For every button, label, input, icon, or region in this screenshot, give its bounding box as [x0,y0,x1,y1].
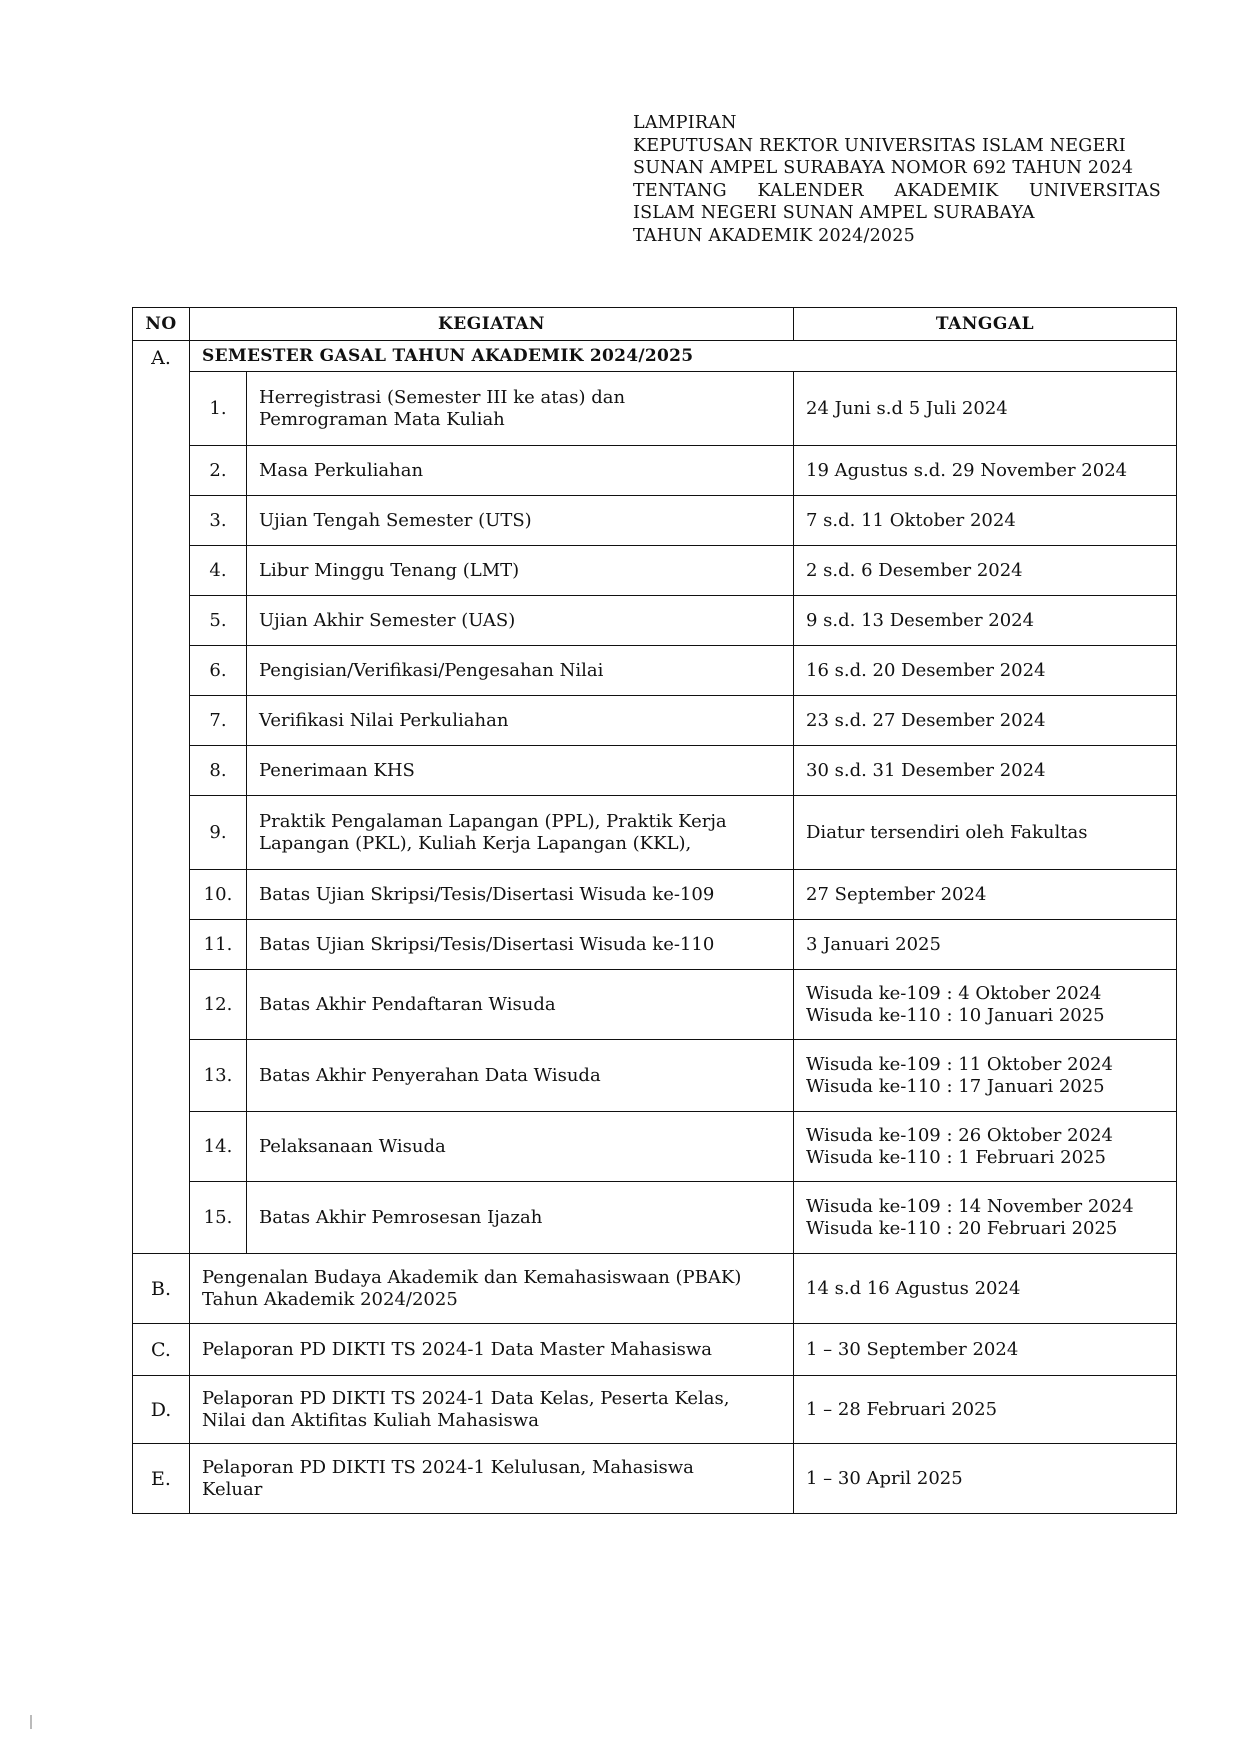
tanggal-line: 19 Agustus s.d. 29 November 2024 [806,459,1128,481]
section-tanggal: 1 – 30 April 2025 [794,1444,1177,1514]
kegiatan-line: Pengisian/Verifikasi/Pengesahan Nilai [259,659,604,681]
table-row [133,696,1177,746]
item-tanggal [794,596,1177,646]
kegiatan-line: Ujian Akhir Semester (UAS) [259,609,516,631]
table-row [133,1112,1177,1182]
section-letter: B. [133,1254,190,1324]
tanggal-line: Wisuda ke-110 : 17 Januari 2025 [806,1075,1105,1097]
kegiatan-line: Lapangan (PKL), Kuliah Kerja Lapangan (KKL), [259,832,692,854]
kegiatan-line: Libur Minggu Tenang (LMT) [259,559,520,581]
header-word: UNIVERSITAS [1028,180,1161,201]
header-line: TAHUN AKADEMIK 2024/2025 [633,225,915,246]
table-row [133,970,1177,1040]
item-number: 8. [190,746,247,796]
item-tanggal [794,920,1177,970]
kegiatan-line: Verifikasi Nilai Perkuliahan [259,709,509,731]
kegiatan-line: Batas Ujian Skripsi/Tesis/Disertasi Wisuda ke-110 [259,933,715,955]
section-tanggal: 1 – 28 Februari 2025 [794,1376,1177,1444]
item-tanggal [794,646,1177,696]
section-a-title: SEMESTER GASAL TAHUN AKADEMIK 2024/2025 [190,341,1177,372]
kegiatan-line: Tahun Akademik 2024/2025 [202,1288,458,1310]
tanggal-line: Wisuda ke-109 : 11 Oktober 2024 [806,1053,1113,1075]
table-body [133,341,1177,1514]
item-kegiatan [247,1112,794,1182]
item-kegiatan [247,870,794,920]
kegiatan-line: Pelaporan PD DIKTI TS 2024-1 Data Master Mahasiswa [202,1338,712,1360]
tanggal-line: Wisuda ke-110 : 10 Januari 2025 [806,1004,1105,1026]
item-kegiatan [247,1040,794,1112]
item-kegiatan [247,696,794,746]
item-kegiatan [247,372,794,446]
kegiatan-line: Ujian Tengah Semester (UTS) [259,509,532,531]
item-tanggal [794,870,1177,920]
kegiatan-line: Pelaporan PD DIKTI TS 2024-1 Data Kelas, Peserta Kelas, [202,1387,730,1409]
kegiatan-line: Pelaksanaan Wisuda [259,1135,446,1157]
item-number: 14. [190,1112,247,1182]
kegiatan-line: Masa Perkuliahan [259,459,424,481]
kegiatan-line: Batas Akhir Pemrosesan Ijazah [259,1206,543,1228]
academic-calendar-table [132,307,1177,1514]
kegiatan-line: Pengenalan Budaya Akademik dan Kemahasiswaan (PBAK) [202,1266,742,1288]
table-row [133,596,1177,646]
kegiatan-line: Herregistrasi (Semester III ke atas) dan [259,386,626,408]
item-tanggal [794,496,1177,546]
item-number: 5. [190,596,247,646]
item-tanggal [794,446,1177,496]
document-header [633,112,1163,247]
section-a-letter: A. [133,341,190,1254]
header-line: ISLAM NEGERI SUNAN AMPEL SURABAYA [633,203,1035,223]
item-tanggal [794,696,1177,746]
scan-artifact [30,1715,32,1729]
table-row [133,796,1177,870]
item-tanggal [794,746,1177,796]
section-row [133,1254,1177,1324]
kegiatan-line: Penerimaan KHS [259,759,415,781]
item-kegiatan [247,920,794,970]
item-tanggal [794,546,1177,596]
kegiatan-line: Pelaporan PD DIKTI TS 2024-1 Kelulusan, Mahasiswa [202,1456,694,1478]
item-number: 3. [190,496,247,546]
kegiatan-line: Praktik Pengalaman Lapangan (PPL), Praktik Kerja [259,810,727,832]
item-tanggal [794,1112,1177,1182]
tanggal-line: Wisuda ke-110 : 20 Februari 2025 [806,1217,1118,1239]
table-header-row [133,308,1177,341]
item-tanggal [794,372,1177,446]
item-kegiatan [247,546,794,596]
item-kegiatan [247,970,794,1040]
header-line-justified [633,180,1161,203]
section-letter: E. [133,1444,190,1514]
table-row [133,546,1177,596]
section-kegiatan [190,1254,794,1324]
item-kegiatan [247,596,794,646]
item-number: 12. [190,970,247,1040]
section-kegiatan [190,1376,794,1444]
item-kegiatan [247,446,794,496]
item-number: 1. [190,372,247,446]
item-kegiatan [247,1182,794,1254]
tanggal-line: 2 s.d. 6 Desember 2024 [806,559,1023,581]
kegiatan-line: Nilai dan Aktifitas Kuliah Mahasiswa [202,1409,539,1431]
column-header-no: NO [133,308,190,341]
table-row [133,496,1177,546]
tanggal-line: 16 s.d. 20 Desember 2024 [806,659,1046,681]
table-row [133,1040,1177,1112]
item-number: 9. [190,796,247,870]
item-number: 4. [190,546,247,596]
table-row [133,870,1177,920]
item-kegiatan [247,746,794,796]
kegiatan-line: Batas Akhir Penyerahan Data Wisuda [259,1064,601,1086]
item-tanggal [794,796,1177,870]
tanggal-line: Wisuda ke-109 : 26 Oktober 2024 [806,1124,1113,1146]
table-row [133,646,1177,696]
header-line: KEPUTUSAN REKTOR UNIVERSITAS ISLAM NEGERI [633,135,1126,156]
section-row [133,1324,1177,1376]
tanggal-line: 7 s.d. 11 Oktober 2024 [806,509,1016,531]
header-line: SUNAN AMPEL SURABAYA NOMOR 692 TAHUN 2024 [633,158,1134,178]
tanggal-line: Wisuda ke-109 : 14 November 2024 [806,1195,1134,1217]
section-letter: D. [133,1376,190,1444]
tanggal-line: 23 s.d. 27 Desember 2024 [806,709,1046,731]
section-row [133,1376,1177,1444]
item-number: 6. [190,646,247,696]
kegiatan-line: Pemrograman Mata Kuliah [259,408,505,430]
tanggal-line: 27 September 2024 [806,883,987,905]
kegiatan-line: Batas Ujian Skripsi/Tesis/Disertasi Wisuda ke-109 [259,883,715,905]
header-word: TENTANG [633,180,727,201]
tanggal-line: 30 s.d. 31 Desember 2024 [806,759,1046,781]
item-kegiatan [247,646,794,696]
kegiatan-line: Batas Akhir Pendaftaran Wisuda [259,993,556,1015]
column-header-kegiatan: KEGIATAN [190,308,794,341]
item-number: 10. [190,870,247,920]
table-row [133,372,1177,446]
table-row [133,746,1177,796]
item-number: 7. [190,696,247,746]
tanggal-line: 9 s.d. 13 Desember 2024 [806,609,1035,631]
table-row [133,446,1177,496]
tanggal-line: 3 Januari 2025 [806,933,941,955]
header-line: LAMPIRAN [633,113,737,133]
item-tanggal [794,1182,1177,1254]
column-header-tanggal: TANGGAL [794,308,1177,341]
tanggal-line: Wisuda ke-109 : 4 Oktober 2024 [806,982,1102,1004]
kegiatan-line: Keluar [202,1478,263,1500]
section-letter: C. [133,1324,190,1376]
item-number: 13. [190,1040,247,1112]
section-a-title-row [133,341,1177,372]
section-tanggal: 1 – 30 September 2024 [794,1324,1177,1376]
table-row [133,1182,1177,1254]
header-word: KALENDER [757,180,864,201]
tanggal-line: 24 Juni s.d 5 Juli 2024 [806,397,1008,419]
item-kegiatan [247,796,794,870]
section-kegiatan [190,1444,794,1514]
item-number: 2. [190,446,247,496]
item-kegiatan [247,496,794,546]
item-tanggal [794,970,1177,1040]
section-tanggal: 14 s.d 16 Agustus 2024 [794,1254,1177,1324]
item-tanggal [794,1040,1177,1112]
section-kegiatan [190,1324,794,1376]
item-number: 15. [190,1182,247,1254]
table-row [133,920,1177,970]
header-word: AKADEMIK [894,180,999,201]
section-row [133,1444,1177,1514]
tanggal-line: Wisuda ke-110 : 1 Februari 2025 [806,1146,1106,1168]
item-number: 11. [190,920,247,970]
tanggal-line: Diatur tersendiri oleh Fakultas [806,821,1088,843]
